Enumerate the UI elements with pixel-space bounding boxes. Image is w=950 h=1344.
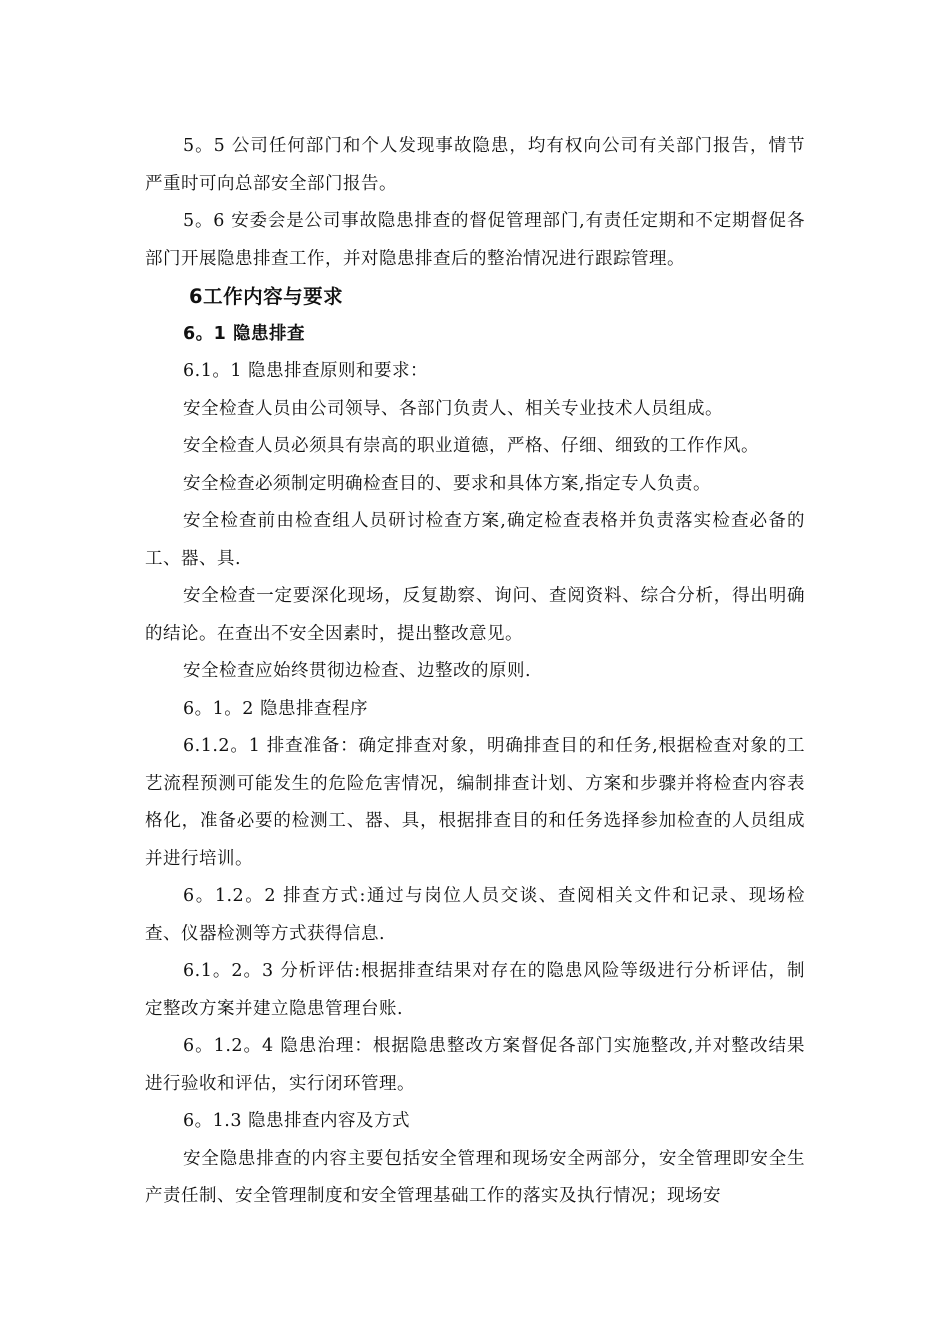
paragraph-6-1-2-1: 6.1.2。1 排查准备：确定排查对象，明确排查目的和任务,根据检查对象的工艺流程预测可能发生的危险危害情况，编制排查计划、方案和步骤并将检查内容表格化，准备必要的检测工、器、具，根据排查目的和任务选择参加检查的人员组成并进行培训。 xyxy=(145,736,805,869)
paragraph-pre-inspection: 安全检查前由检查组人员研讨检查方案,确定检查表格并负责落实检查必备的工、器、具. xyxy=(145,511,805,569)
heading-section-6-1: 6。1 隐患排查 xyxy=(183,324,305,344)
document-page xyxy=(145,128,805,1216)
paragraph-content-scope: 安全隐患排查的内容主要包括安全管理和现场安全两部分，安全管理即安全生产责任制、安全管理制度和安全管理基础工作的落实及执行情况；现场安 xyxy=(145,1148,805,1206)
paragraph-6-1-2: 6。1。2 隐患排查程序 xyxy=(183,698,368,719)
paragraph-inspector-composition: 安全检查人员由公司领导、各部门负责人、相关专业技术人员组成。 xyxy=(183,398,723,419)
paragraph-6-1-3: 6。1.3 隐患排查内容及方式 xyxy=(183,1111,411,1131)
heading-section-6: 6工作内容与要求 xyxy=(189,285,344,308)
paragraph-principle: 安全检查应始终贯彻边检查、边整改的原则. xyxy=(183,661,532,681)
paragraph-on-site: 安全检查一定要深化现场，反复勘察、询问、查阅资料、综合分析，得出明确的结论。在查出不安全因素时，提出整改意见。 xyxy=(145,586,805,644)
paragraph-5-6: 5。6 安委会是公司事故隐患排查的督促管理部门,有责任定期和不定期督促各部门开展隐患排查工作，并对隐患排查后的整治情况进行跟踪管理。 xyxy=(145,211,805,269)
paragraph-6-1-2-2: 6。1.2。2 排查方式:通过与岗位人员交谈、查阅相关文件和记录、现场检查、仪器检测等方式获得信息. xyxy=(145,886,805,944)
paragraph-6-1-2-3: 6.1。2。3 分析评估:根据排查结果对存在的隐患风险等级进行分析评估，制定整改方案并建立隐患管理台账. xyxy=(145,961,805,1019)
paragraph-6-1-1: 6.1。1 隐患排查原则和要求： xyxy=(183,361,429,381)
paragraph-5-5: 5。5 公司任何部门和个人发现事故隐患，均有权向公司有关部门报告，情节严重时可向总部安全部门报告。 xyxy=(145,136,805,194)
paragraph-6-1-2-4: 6。1.2。4 隐患治理：根据隐患整改方案督促各部门实施整改,并对整改结果进行验收和评估，实行闭环管理。 xyxy=(145,1036,805,1094)
paragraph-inspector-ethics: 安全检查人员必须具有崇高的职业道德，严格、仔细、细致的工作作风。 xyxy=(183,436,759,456)
paragraph-inspection-plan: 安全检查必须制定明确检查目的、要求和具体方案,指定专人负责。 xyxy=(183,473,712,494)
